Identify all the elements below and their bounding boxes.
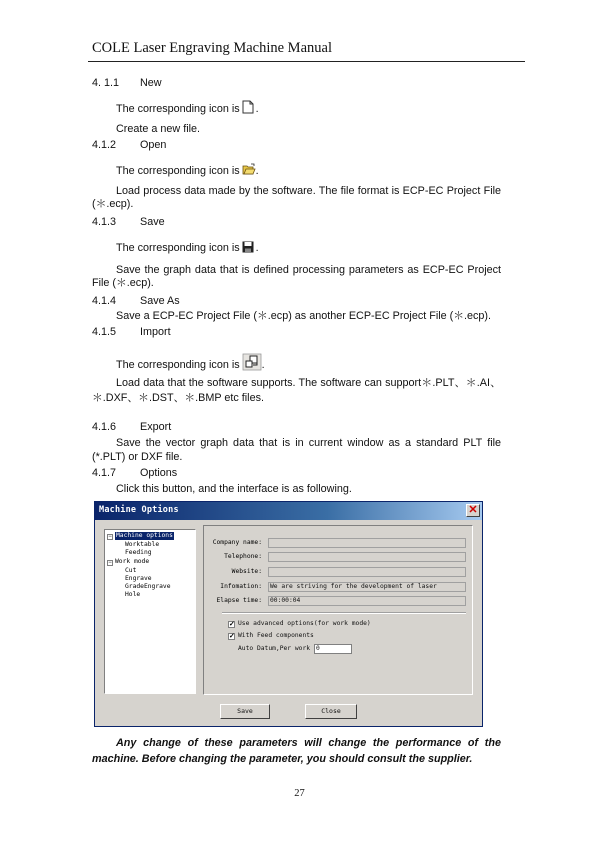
section-heading-options: [92, 467, 177, 480]
tree-item-work-mode[interactable]: Work mode: [115, 558, 150, 565]
section-number: 4.1.5: [92, 326, 117, 338]
section-desc-export: Save the vector graph data that is in current window as a standard PLT file (*.PLT) or DXF file.: [92, 437, 501, 463]
elapse-time-field[interactable]: 00:00:04: [268, 596, 466, 606]
tree-item-gradeengrave[interactable]: GradeEngrave: [125, 583, 171, 590]
dialog-title: Machine Options: [99, 505, 179, 515]
section-heading-import: [92, 326, 171, 339]
elapse-time-label: Elapse time:: [216, 597, 262, 604]
section-heading-save-as: [92, 295, 180, 308]
section-number: 4.1.2: [92, 139, 117, 151]
dialog-close-button[interactable]: [466, 504, 480, 517]
icon-caption: The corresponding icon is: [116, 103, 240, 115]
close-button[interactable]: Close: [305, 704, 357, 719]
telephone-field[interactable]: [268, 552, 466, 562]
company-name-label: Company name:: [212, 539, 262, 546]
tree-item-hole[interactable]: Hole: [125, 591, 141, 598]
header-rule: [88, 61, 525, 62]
section-desc-new: Create a new file.: [116, 123, 201, 135]
telephone-label: Telephone:: [224, 553, 262, 560]
section-number: 4.1.6: [92, 421, 117, 433]
section-heading-save: [92, 216, 165, 229]
options-tree: [104, 529, 196, 694]
tree-item-worktable[interactable]: Worktable: [125, 541, 160, 548]
icon-line-save: The corresponding icon is .: [116, 242, 259, 254]
section-title: New: [140, 77, 162, 89]
icon-caption: The corresponding icon is: [116, 359, 240, 371]
advanced-options-checkbox[interactable]: ✓: [229, 621, 235, 628]
section-title: Open: [140, 139, 167, 151]
section-title: Export: [140, 421, 172, 433]
section-title: Save: [140, 216, 165, 228]
section-number: 4.1.7: [92, 467, 117, 479]
icon-caption: The corresponding icon is: [116, 165, 240, 177]
section-desc-open: Load process data made by the software. The file format is ECP-EC Project File (＊.ecp).: [92, 185, 501, 210]
floppy-disk-icon: [242, 241, 256, 255]
dialog-title-bar: [95, 502, 482, 520]
section-desc-import: Load data that the software supports. The software can support＊.PLT、＊.AI、＊.DXF、＊.DST、＊.BMP etc files.: [92, 377, 501, 404]
new-file-icon: [242, 100, 256, 114]
section-heading-new: [92, 77, 162, 90]
options-panel: [203, 525, 473, 695]
warning-note: Any change of these parameters will change the performance of the machine. Before changing the parameter, you should consult the supplier.: [92, 737, 501, 765]
section-number: 4.1.3: [92, 216, 117, 228]
section-heading-open: [92, 139, 166, 152]
section-number: 4.1.4: [92, 295, 117, 307]
company-name-field[interactable]: [268, 538, 466, 548]
section-desc-save-as: Save a ECP-EC Project File (＊.ecp) as another ECP-EC Project File (＊.ecp).: [116, 310, 492, 322]
save-button[interactable]: Save: [220, 704, 270, 719]
infomation-field[interactable]: We are striving for the development of laser: [268, 582, 466, 592]
tree-item-machine-options[interactable]: Machine options: [116, 532, 173, 539]
advanced-options-label: Use advanced options(for work mode): [238, 620, 371, 627]
panel-divider: [222, 612, 466, 614]
feed-components-label: With Feed components: [238, 632, 314, 639]
page-header-title: COLE Laser Engraving Machine Manual: [92, 40, 332, 56]
section-desc-options: Click this button, and the interface is as following.: [116, 483, 352, 495]
tree-item-cut[interactable]: Cut: [125, 567, 137, 574]
infomation-label: Infomation:: [220, 583, 262, 590]
page-number: 27: [294, 788, 305, 799]
auto-datum-label: Auto Datum,Per work: [238, 645, 311, 652]
website-label: Website:: [231, 568, 262, 575]
icon-caption: The corresponding icon is: [116, 242, 240, 254]
section-title: Options: [140, 467, 178, 479]
icon-line-new: The corresponding icon is .: [116, 100, 259, 116]
auto-datum-input[interactable]: 0: [314, 644, 352, 654]
section-heading-export: [92, 421, 171, 434]
import-icon: [242, 353, 262, 371]
close-icon: ✕: [468, 504, 478, 516]
tree-collapse-icon[interactable]: −: [108, 560, 112, 566]
section-desc-save: Save the graph data that is defined processing parameters as ECP-EC Project File (＊.ecp).: [92, 264, 501, 289]
tree-item-feeding[interactable]: Feeding: [125, 549, 152, 556]
machine-options-dialog: [94, 501, 483, 727]
feed-components-checkbox[interactable]: ✓: [229, 633, 235, 640]
icon-line-open: The corresponding icon is .: [116, 165, 259, 177]
tree-collapse-icon[interactable]: −: [108, 534, 112, 540]
section-title: Import: [140, 326, 171, 338]
section-title: Save As: [140, 295, 180, 307]
open-folder-icon: [242, 163, 256, 177]
icon-line-import: The corresponding icon is .: [116, 353, 265, 372]
website-field[interactable]: [268, 567, 466, 577]
tree-item-engrave[interactable]: Engrave: [125, 575, 152, 582]
section-number: 4. 1.1: [92, 77, 120, 89]
